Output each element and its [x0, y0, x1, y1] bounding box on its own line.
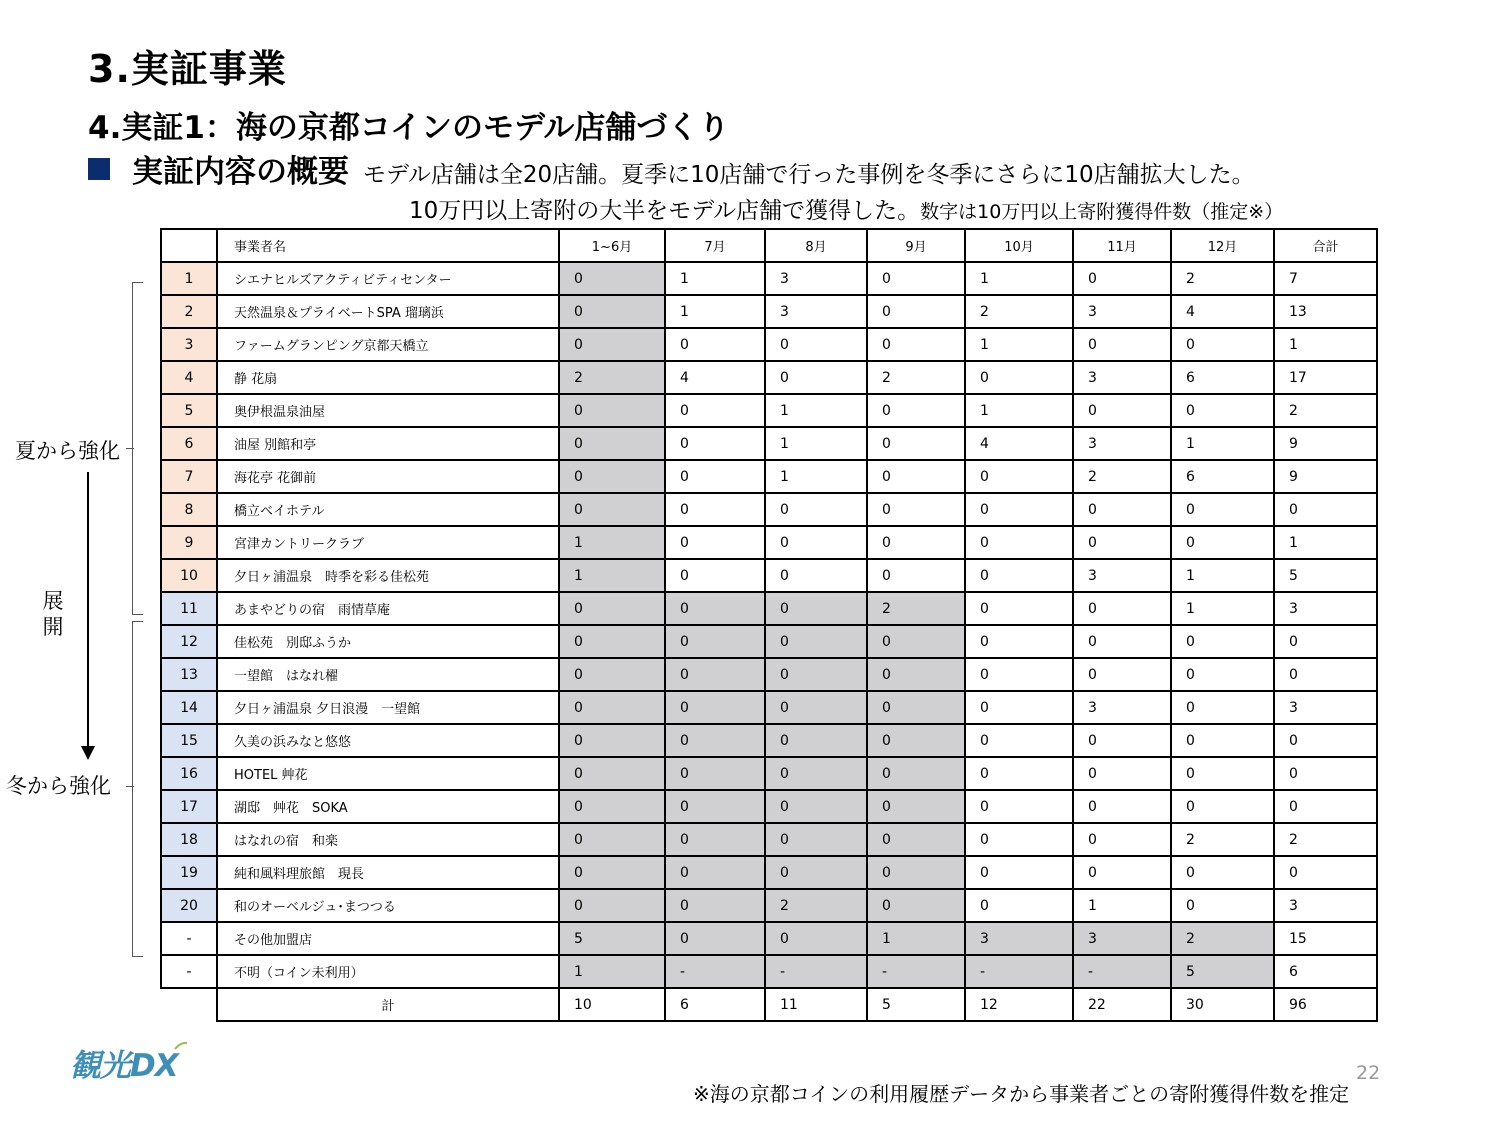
value-jul: 0	[665, 724, 765, 757]
value-nov: 0	[1073, 790, 1171, 823]
total-label: 計	[217, 988, 559, 1021]
value-nov: 0	[1073, 328, 1171, 361]
value-jan-jun: 1	[559, 955, 665, 988]
value-jul: 0	[665, 823, 765, 856]
table-row	[161, 460, 1377, 493]
row-number: 3	[161, 328, 217, 361]
value-aug: 0	[765, 361, 867, 394]
value-oct: 0	[965, 823, 1073, 856]
business-name: 奥伊根温泉油屋	[217, 394, 559, 427]
value-oct: 0	[965, 592, 1073, 625]
business-name: 不明（コイン未利用）	[217, 955, 559, 988]
row-number: 19	[161, 856, 217, 889]
value-dec: 0	[1171, 889, 1274, 922]
value-dec: 0	[1171, 493, 1274, 526]
business-name: 油屋 別館和亭	[217, 427, 559, 460]
value-total: 3	[1274, 592, 1377, 625]
business-name: 一望館 はなれ櫂	[217, 658, 559, 691]
value-jul: 1	[665, 295, 765, 328]
business-name: 夕日ヶ浦温泉 時季を彩る佳松苑	[217, 559, 559, 592]
row-number: 11	[161, 592, 217, 625]
row-number: 18	[161, 823, 217, 856]
total-dec: 30	[1171, 988, 1274, 1021]
total-aug: 11	[765, 988, 867, 1021]
value-total: 3	[1274, 889, 1377, 922]
value-dec: 1	[1171, 559, 1274, 592]
value-jul: 0	[665, 790, 765, 823]
value-sep: 0	[867, 625, 965, 658]
value-oct: 2	[965, 295, 1073, 328]
value-total: 13	[1274, 295, 1377, 328]
business-name: 湖邸 艸花 SOKA	[217, 790, 559, 823]
value-aug: 0	[765, 790, 867, 823]
overview-summary-note: 数字は10万円以上寄附獲得件数（推定※）	[920, 201, 1284, 223]
value-dec: 0	[1171, 394, 1274, 427]
value-sep: 0	[867, 856, 965, 889]
value-dec: 1	[1171, 427, 1274, 460]
value-total: 0	[1274, 724, 1377, 757]
expand-arrow-line	[87, 472, 89, 748]
total-sep: 5	[867, 988, 965, 1021]
row-number: 12	[161, 625, 217, 658]
value-oct: -	[965, 955, 1073, 988]
value-total: 0	[1274, 856, 1377, 889]
table-row	[161, 526, 1377, 559]
business-name: ファームグランピング京都天橋立	[217, 328, 559, 361]
value-dec: 2	[1171, 922, 1274, 955]
business-name: その他加盟店	[217, 922, 559, 955]
value-aug: 0	[765, 658, 867, 691]
value-dec: 6	[1171, 361, 1274, 394]
value-dec: 2	[1171, 823, 1274, 856]
business-name: 静 花扇	[217, 361, 559, 394]
table-body	[161, 229, 1377, 1021]
value-jul: 0	[665, 328, 765, 361]
value-nov: 0	[1073, 625, 1171, 658]
value-nov: 3	[1073, 559, 1171, 592]
value-nov: -	[1073, 955, 1171, 988]
header-cell: 11月	[1073, 229, 1171, 262]
value-jul: -	[665, 955, 765, 988]
value-aug: 0	[765, 493, 867, 526]
value-total: 1	[1274, 526, 1377, 559]
business-name: シエナヒルズアクティビティセンター	[217, 262, 559, 295]
value-nov: 3	[1073, 691, 1171, 724]
value-sep: 0	[867, 889, 965, 922]
value-aug: 1	[765, 427, 867, 460]
table-row	[161, 790, 1377, 823]
table-row	[161, 361, 1377, 394]
table-row	[161, 955, 1377, 988]
value-sep: 0	[867, 394, 965, 427]
row-number: -	[161, 922, 217, 955]
table-row	[161, 757, 1377, 790]
header-cell: 合計	[1274, 229, 1377, 262]
row-number: 6	[161, 427, 217, 460]
value-nov: 3	[1073, 427, 1171, 460]
value-oct: 0	[965, 757, 1073, 790]
row-number: 9	[161, 526, 217, 559]
header-cell: 7月	[665, 229, 765, 262]
footnote: ※海の京都コインの利用履歴データから事業者ごとの寄附獲得件数を推定	[693, 1082, 1350, 1106]
row-number: -	[161, 955, 217, 988]
value-jan-jun: 1	[559, 559, 665, 592]
table-row	[161, 427, 1377, 460]
value-dec: 0	[1171, 790, 1274, 823]
row-number: 13	[161, 658, 217, 691]
value-dec: 5	[1171, 955, 1274, 988]
donation-table	[160, 228, 1378, 1022]
value-jan-jun: 0	[559, 394, 665, 427]
value-total: 15	[1274, 922, 1377, 955]
value-sep: 0	[867, 328, 965, 361]
header-cell: 1~6月	[559, 229, 665, 262]
value-sep: 0	[867, 691, 965, 724]
row-number: 4	[161, 361, 217, 394]
header-cell	[161, 229, 217, 262]
table-row	[161, 691, 1377, 724]
value-aug: -	[765, 955, 867, 988]
value-jul: 0	[665, 889, 765, 922]
value-aug: 0	[765, 823, 867, 856]
value-total: 0	[1274, 625, 1377, 658]
value-oct: 0	[965, 658, 1073, 691]
summer-label: 夏から強化	[15, 439, 120, 463]
value-nov: 2	[1073, 460, 1171, 493]
business-name: 純和風料理旅館 現長	[217, 856, 559, 889]
total-jan-jun: 10	[559, 988, 665, 1021]
value-jul: 1	[665, 262, 765, 295]
value-sep: 0	[867, 724, 965, 757]
value-sep: 0	[867, 460, 965, 493]
value-sep: 0	[867, 757, 965, 790]
value-total: 9	[1274, 427, 1377, 460]
value-jul: 0	[665, 394, 765, 427]
value-aug: 1	[765, 394, 867, 427]
value-nov: 0	[1073, 394, 1171, 427]
value-aug: 0	[765, 691, 867, 724]
value-sep: 0	[867, 658, 965, 691]
table-row	[161, 856, 1377, 889]
value-oct: 0	[965, 493, 1073, 526]
value-nov: 0	[1073, 262, 1171, 295]
winter-brace	[132, 621, 143, 957]
value-jan-jun: 5	[559, 922, 665, 955]
row-number: 8	[161, 493, 217, 526]
value-sep: 2	[867, 592, 965, 625]
value-total: 3	[1274, 691, 1377, 724]
value-jan-jun: 0	[559, 856, 665, 889]
row-number: 2	[161, 295, 217, 328]
business-name: 天然温泉＆プライベートSPA 瑠璃浜	[217, 295, 559, 328]
table-row	[161, 295, 1377, 328]
overview-row	[88, 146, 1255, 191]
value-aug: 0	[765, 922, 867, 955]
business-name: 宮津カントリークラブ	[217, 526, 559, 559]
business-name: 佳松苑 別邸ふうか	[217, 625, 559, 658]
table-row	[161, 493, 1377, 526]
value-oct: 0	[965, 559, 1073, 592]
value-nov: 0	[1073, 823, 1171, 856]
page-number: 22	[1356, 1062, 1381, 1084]
value-jan-jun: 0	[559, 625, 665, 658]
value-jul: 4	[665, 361, 765, 394]
business-name: 久美の浜みなと悠悠	[217, 724, 559, 757]
table-row	[161, 724, 1377, 757]
value-dec: 4	[1171, 295, 1274, 328]
header-cell: 12月	[1171, 229, 1274, 262]
winter-label: 冬から強化	[6, 774, 111, 798]
value-aug: 2	[765, 889, 867, 922]
value-aug: 0	[765, 856, 867, 889]
value-jan-jun: 0	[559, 295, 665, 328]
value-jan-jun: 0	[559, 262, 665, 295]
value-aug: 1	[765, 460, 867, 493]
total-total: 96	[1274, 988, 1377, 1021]
value-jan-jun: 0	[559, 757, 665, 790]
value-oct: 0	[965, 691, 1073, 724]
value-jan-jun: 0	[559, 460, 665, 493]
value-aug: 0	[765, 559, 867, 592]
summer-brace-tick	[126, 448, 134, 449]
total-oct: 12	[965, 988, 1073, 1021]
business-name: HOTEL 艸花	[217, 757, 559, 790]
value-jan-jun: 0	[559, 823, 665, 856]
value-jan-jun: 0	[559, 493, 665, 526]
value-jul: 0	[665, 757, 765, 790]
value-aug: 0	[765, 625, 867, 658]
value-total: 0	[1274, 658, 1377, 691]
value-oct: 0	[965, 526, 1073, 559]
value-sep: 1	[867, 922, 965, 955]
value-aug: 0	[765, 592, 867, 625]
value-jan-jun: 0	[559, 889, 665, 922]
value-oct: 0	[965, 856, 1073, 889]
value-jan-jun: 0	[559, 724, 665, 757]
overview-summary-line2: 10万円以上寄附の大半をモデル店舗で獲得した。	[409, 198, 921, 224]
value-jul: 0	[665, 625, 765, 658]
expand-label: 展開	[42, 589, 64, 639]
value-aug: 0	[765, 724, 867, 757]
value-oct: 0	[965, 889, 1073, 922]
table-row	[161, 559, 1377, 592]
table-row	[161, 889, 1377, 922]
value-jan-jun: 1	[559, 526, 665, 559]
value-jan-jun: 0	[559, 592, 665, 625]
business-name: はなれの宿 和楽	[217, 823, 559, 856]
business-name: 橋立ベイホテル	[217, 493, 559, 526]
row-number: 7	[161, 460, 217, 493]
value-dec: 6	[1171, 460, 1274, 493]
table-row	[161, 922, 1377, 955]
table-header-row	[161, 229, 1377, 262]
value-sep: 2	[867, 361, 965, 394]
value-dec: 0	[1171, 856, 1274, 889]
value-total: 17	[1274, 361, 1377, 394]
value-sep: 0	[867, 493, 965, 526]
down-arrow-icon	[81, 746, 95, 760]
value-oct: 3	[965, 922, 1073, 955]
row-number: 17	[161, 790, 217, 823]
value-jan-jun: 2	[559, 361, 665, 394]
value-jul: 0	[665, 460, 765, 493]
value-dec: 0	[1171, 724, 1274, 757]
value-nov: 3	[1073, 295, 1171, 328]
value-jul: 0	[665, 559, 765, 592]
business-name: 和のオーベルジュ･まつつる	[217, 889, 559, 922]
value-aug: 0	[765, 328, 867, 361]
value-sep: 0	[867, 823, 965, 856]
table-row	[161, 625, 1377, 658]
value-oct: 0	[965, 625, 1073, 658]
table-row	[161, 328, 1377, 361]
page-subtitle: 4.実証1：海の京都コインのモデル店舗づくり	[88, 110, 730, 146]
value-nov: 0	[1073, 592, 1171, 625]
value-total: 0	[1274, 790, 1377, 823]
page-title: 3.実証事業	[88, 47, 287, 91]
logo-swoosh-icon	[174, 1042, 188, 1050]
table-total-row	[161, 988, 1377, 1021]
value-oct: 1	[965, 262, 1073, 295]
value-total: 2	[1274, 394, 1377, 427]
value-total: 6	[1274, 955, 1377, 988]
value-oct: 1	[965, 328, 1073, 361]
value-aug: 3	[765, 295, 867, 328]
row-number: 10	[161, 559, 217, 592]
overview-summary-line1: モデル店舗は全20店舗。夏季に10店舗で行った事例を冬季にさらに10店舗拡大した。	[363, 162, 1255, 188]
row-number: 5	[161, 394, 217, 427]
value-nov: 1	[1073, 889, 1171, 922]
value-sep: 0	[867, 427, 965, 460]
value-dec: 0	[1171, 526, 1274, 559]
value-jul: 0	[665, 592, 765, 625]
value-dec: 1	[1171, 592, 1274, 625]
value-total: 7	[1274, 262, 1377, 295]
value-oct: 0	[965, 724, 1073, 757]
total-jul: 6	[665, 988, 765, 1021]
overview-summary-line2-row	[409, 192, 1283, 225]
value-oct: 0	[965, 790, 1073, 823]
value-aug: 0	[765, 757, 867, 790]
value-nov: 0	[1073, 724, 1171, 757]
value-dec: 0	[1171, 757, 1274, 790]
value-sep: 0	[867, 295, 965, 328]
row-number: 16	[161, 757, 217, 790]
header-cell: 事業者名	[217, 229, 559, 262]
value-jul: 0	[665, 658, 765, 691]
value-nov: 0	[1073, 526, 1171, 559]
value-jan-jun: 0	[559, 427, 665, 460]
value-nov: 3	[1073, 361, 1171, 394]
header-cell: 8月	[765, 229, 867, 262]
value-nov: 3	[1073, 922, 1171, 955]
value-jan-jun: 0	[559, 328, 665, 361]
value-nov: 0	[1073, 856, 1171, 889]
value-total: 2	[1274, 823, 1377, 856]
value-nov: 0	[1073, 757, 1171, 790]
value-total: 0	[1274, 493, 1377, 526]
table-row	[161, 823, 1377, 856]
total-nov: 22	[1073, 988, 1171, 1021]
header-cell: 10月	[965, 229, 1073, 262]
value-dec: 0	[1171, 658, 1274, 691]
value-dec: 2	[1171, 262, 1274, 295]
table-row	[161, 394, 1377, 427]
value-sep: -	[867, 955, 965, 988]
winter-brace-tick	[126, 786, 134, 787]
total-blank-cell	[161, 988, 217, 1021]
value-jul: 0	[665, 526, 765, 559]
value-oct: 0	[965, 460, 1073, 493]
value-nov: 0	[1073, 493, 1171, 526]
value-nov: 0	[1073, 658, 1171, 691]
value-jul: 0	[665, 493, 765, 526]
value-jan-jun: 0	[559, 691, 665, 724]
value-oct: 0	[965, 361, 1073, 394]
value-sep: 0	[867, 790, 965, 823]
value-oct: 1	[965, 394, 1073, 427]
value-jul: 0	[665, 856, 765, 889]
business-name: 海花亭 花御前	[217, 460, 559, 493]
overview-label: 実証内容の概要	[132, 154, 349, 190]
row-number: 15	[161, 724, 217, 757]
business-name: 夕日ヶ浦温泉 夕日浪漫 一望館	[217, 691, 559, 724]
value-sep: 0	[867, 262, 965, 295]
row-number: 20	[161, 889, 217, 922]
value-dec: 0	[1171, 625, 1274, 658]
value-total: 0	[1274, 757, 1377, 790]
value-dec: 0	[1171, 691, 1274, 724]
value-total: 9	[1274, 460, 1377, 493]
value-sep: 0	[867, 526, 965, 559]
value-jan-jun: 0	[559, 658, 665, 691]
value-sep: 0	[867, 559, 965, 592]
value-aug: 0	[765, 526, 867, 559]
value-total: 1	[1274, 328, 1377, 361]
table-row	[161, 262, 1377, 295]
value-dec: 0	[1171, 328, 1274, 361]
value-aug: 3	[765, 262, 867, 295]
bullet-square-icon	[88, 158, 110, 180]
value-jul: 0	[665, 691, 765, 724]
row-number: 14	[161, 691, 217, 724]
kanko-dx-logo: 観光DX	[70, 1048, 178, 1084]
value-oct: 4	[965, 427, 1073, 460]
table-row	[161, 592, 1377, 625]
value-total: 5	[1274, 559, 1377, 592]
row-number: 1	[161, 262, 217, 295]
business-name: あまやどりの宿 雨情草庵	[217, 592, 559, 625]
table-row	[161, 658, 1377, 691]
header-cell: 9月	[867, 229, 965, 262]
value-jul: 0	[665, 922, 765, 955]
value-jan-jun: 0	[559, 790, 665, 823]
value-jul: 0	[665, 427, 765, 460]
